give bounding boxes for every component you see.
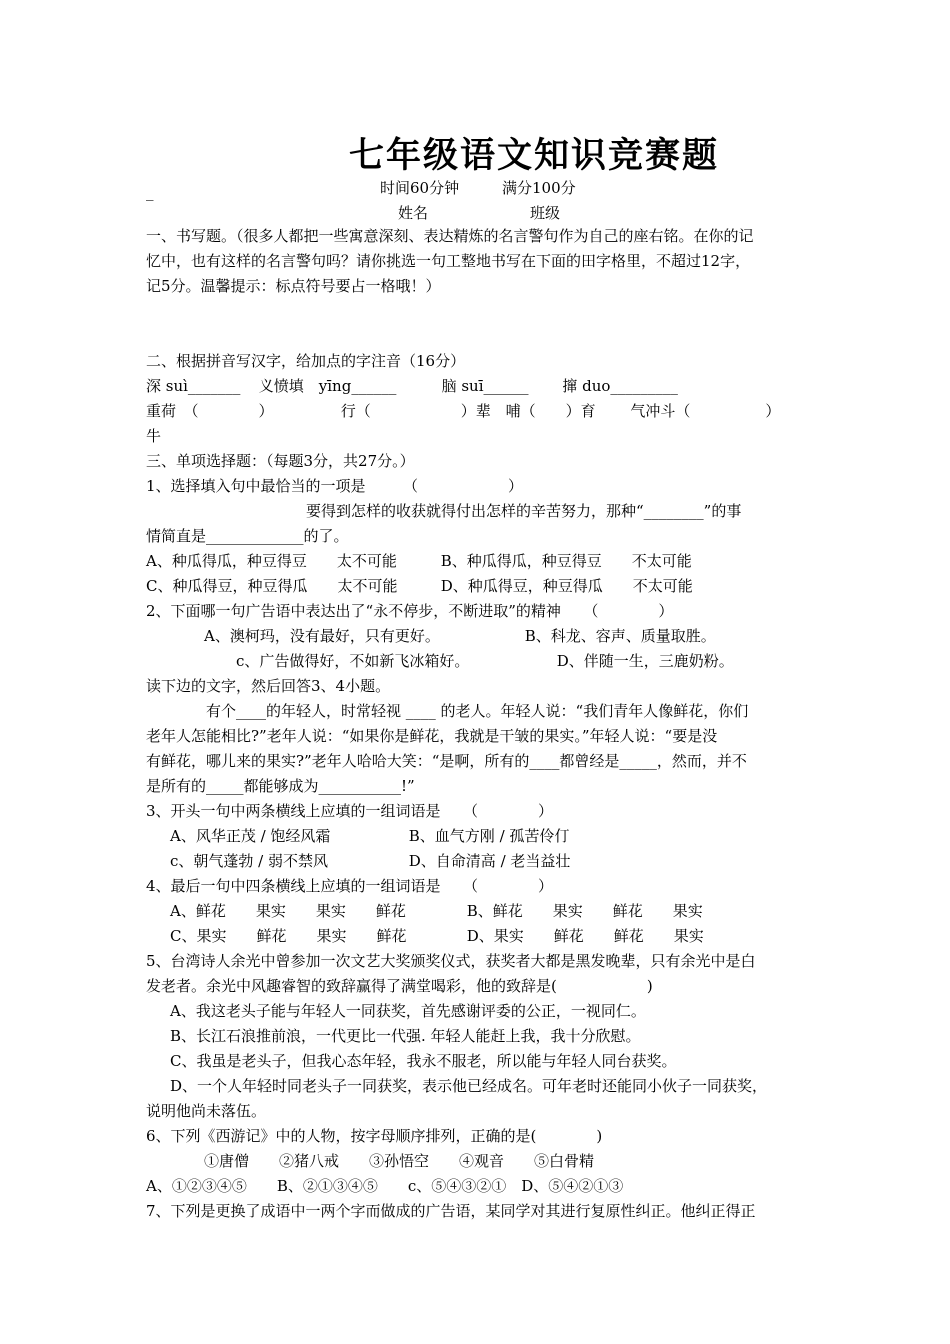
- question-7: 7、下列是更换了成语中一两个字而做成的广告语，某同学对其进行复原性纠正。他纠正得正: [146, 1202, 756, 1220]
- writing-area: [146, 299, 806, 349]
- options-row: [146, 624, 806, 649]
- phonetic-item: 哺（ ）育: [505, 402, 596, 420]
- passage-line: 有个____的年轻人，时常轻视 ____ 的老人。年轻人说：“我们青年人像鲜花，你们: [206, 702, 749, 720]
- option: B、种瓜得瓜，种豆得豆 不太可能: [440, 552, 692, 570]
- full-score: 满分100分: [502, 179, 576, 197]
- option: c、朝气蓬勃 / 弱不禁风: [170, 852, 328, 870]
- question-1-text: 要得到怎样的收获就得付出怎样的辛苦努力，那种“________”的事: [306, 502, 742, 520]
- name-label: 姓名: [398, 204, 429, 222]
- question-6-items: ①唐僧 ②猪八戒 ③孙悟空 ④观音 ⑤白骨精: [204, 1152, 595, 1170]
- options-row: [146, 924, 806, 949]
- section1-line: 一、书写题。（很多人都把一些寓意深刻、表达精炼的名言警句作为自己的座右铭。在你的记: [146, 227, 754, 245]
- option: C、种瓜得豆，种豆得瓜 太不可能: [146, 577, 398, 595]
- passage-line: 老年人怎能相比?”老年人说：“如果你是鲜花，我就是干皱的果实。”年轻人说：“要是没: [146, 727, 718, 745]
- options-row: [146, 649, 806, 674]
- options-row: [146, 824, 806, 849]
- phonetic-item: 行（ ）辈: [340, 402, 491, 420]
- option: A、鲜花 果实 果实 鲜花: [170, 902, 406, 920]
- option: B、科龙、容声、质量取胜。: [524, 627, 716, 645]
- time-limit: 时间60分钟: [380, 179, 460, 197]
- options-row: [146, 849, 806, 874]
- option: A、风华正茂 / 饱经风霜: [170, 827, 331, 845]
- phonetic-item: 气冲斗（ ）: [630, 402, 781, 420]
- option: D、伴随一生，三鹿奶粉。: [556, 652, 734, 670]
- option: A、我这老头子能与年轻人一同获奖，首先感谢评委的公正，一视同仁。: [170, 1002, 646, 1020]
- reading-instruction: 读下边的文字，然后回答3、4小题。: [146, 677, 391, 695]
- option: A、澳柯玛，没有最好，只有更好。: [204, 627, 440, 645]
- question-5: 发老者。余光中风趣睿智的致辞赢得了满堂喝彩，他的致辞是( ): [146, 977, 653, 995]
- option: 说明他尚未落伍。: [146, 1102, 267, 1120]
- option: D、种瓜得豆，种豆得瓜 不太可能: [440, 577, 693, 595]
- options-row: [146, 549, 806, 574]
- option: D、果实 鲜花 鲜花 果实: [466, 927, 704, 945]
- section1-line: 忆中，也有这样的名言警句吗？请你挑选一句工整地书写在下面的田字格里，不超过12字，: [146, 252, 751, 270]
- option: D、自命清高 / 老当益壮: [408, 852, 571, 870]
- question-6: 6、下列《西游记》中的人物，按字母顺序排列，正确的是( ): [146, 1127, 603, 1145]
- option: A、种瓜得瓜，种豆得豆 太不可能: [146, 552, 397, 570]
- option: c、广告做得好，不如新飞冰箱好。: [236, 652, 470, 670]
- passage-line: 有鲜花，哪儿来的果实?”老年人哈哈大笑：“是啊，所有的____都曾经是_____，然而，并不: [146, 752, 747, 770]
- question-6-options: A、①②③④⑤ B、②①③④⑤ c、⑤④③②① D、⑤④②①③: [146, 1177, 624, 1195]
- stray-mark: _: [146, 183, 154, 201]
- options-row: [146, 899, 806, 924]
- class-label: 班级: [530, 204, 561, 222]
- section2-heading: 二、根据拼音写汉字，给加点的字注音（16分）: [146, 352, 466, 370]
- exam-body: [146, 224, 806, 1224]
- option: B、长江石浪推前浪，一代更比一代强. 年轻人能赶上我，我十分欣慰。: [170, 1027, 641, 1045]
- option: B、鲜花 果实 鲜花 果实: [466, 902, 703, 920]
- option: C、我虽是老头子，但我心态年轻，我永不服老，所以能与年轻人同台获奖。: [170, 1052, 677, 1070]
- phonetic-item: 重荷 （ ）: [146, 402, 274, 420]
- pinyin-item: 撺 duo_________: [562, 377, 678, 395]
- question-4: 4、最后一句中四条横线上应填的一组词语是 （ ）: [146, 877, 554, 895]
- phonetic-item: 牛: [146, 427, 162, 445]
- section1-line: 记5分。温馨提示：标点符号要占一格哦！）: [146, 277, 441, 295]
- phonetic-row: [146, 399, 806, 424]
- option: D、一个人年轻时同老头子一同获奖，表示他已经成名。可年老时还能同小伙子一同获奖，: [170, 1077, 768, 1095]
- pinyin-item: 深 suì_______: [146, 377, 241, 395]
- page-title: 七年级语文知识竞赛题: [348, 136, 719, 176]
- question-1-text: 情简直是_____________的了。: [146, 527, 349, 545]
- question-5: 5、台湾诗人余光中曾参加一次文艺大奖颁奖仪式，获奖者大都是黑发晚辈，只有余光中是白: [146, 952, 756, 970]
- pinyin-item: 义愤填 yīng______: [258, 377, 397, 395]
- pinyin-item: 脑 suī______: [441, 377, 529, 395]
- question-1: 1、选择填入句中最恰当的一项是 （ ）: [146, 477, 524, 495]
- question-2: 2、下面哪一句广告语中表达出了“永不停步，不断进取”的精神 （ ）: [146, 602, 674, 620]
- option: B、血气方刚 / 孤苦伶仃: [408, 827, 570, 845]
- question-3: 3、开头一句中两条横线上应填的一组词语是 （ ）: [146, 802, 554, 820]
- pinyin-row: [146, 374, 806, 399]
- passage-line: 是所有的_____都能够成为___________!”: [146, 777, 415, 795]
- option: C、果实 鲜花 果实 鲜花: [170, 927, 407, 945]
- options-row: [146, 574, 806, 599]
- section3-heading: 三、单项选择题：（每题3分，共27分。）: [146, 452, 415, 470]
